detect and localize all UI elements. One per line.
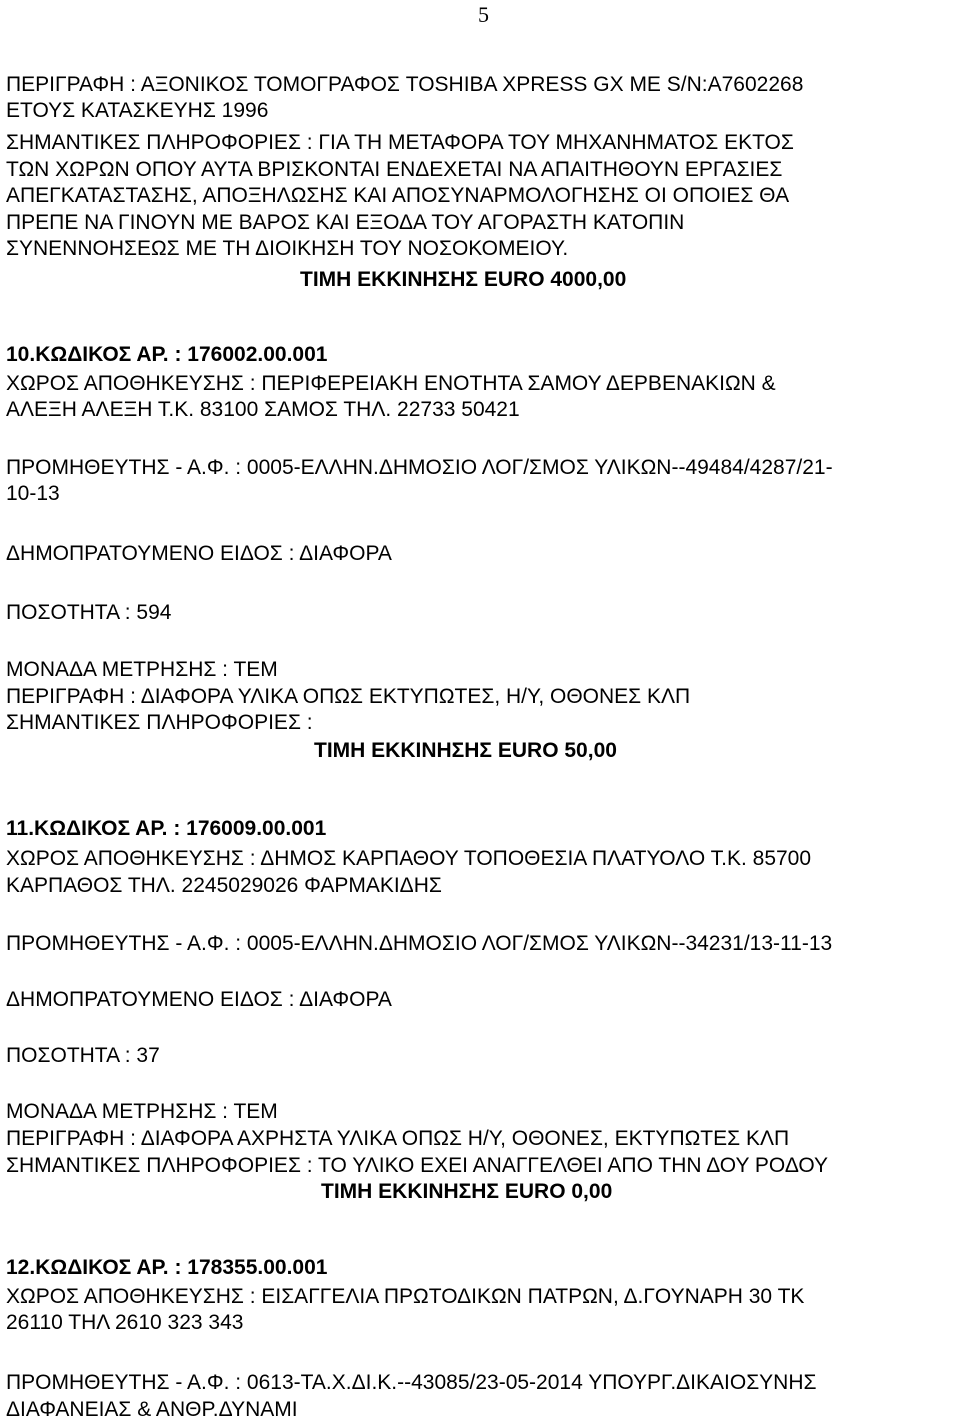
storage-location: ΧΩΡΟΣ ΑΠΟΘΗΚΕΥΣΗΣ : ΕΙΣΑΓΓΕΛΙΑ ΠΡΩΤΟΔΙΚΩΝ ΠΑΤΡΩΝ, Δ.ΓΟΥΝΑΡΗ 30 ΤΚ [6, 1285, 805, 1308]
supplier: ΠΡΟΜΗΘΕΥΤΗΣ - Α.Φ. : 0613-ΤΑ.Χ.ΔΙ.Κ.--43085/23-05-2014 ΥΠΟΥΡΓ.ΔΙΚΑΙΟΣΥΝΗΣ [6, 1371, 817, 1394]
item-code: 12.ΚΩΔΙΚΟΣ ΑΡ. : 178355.00.001 [6, 1256, 328, 1279]
supplier: ΠΡΟΜΗΘΕΥΤΗΣ - Α.Φ. : 0005-ΕΛΛΗΝ.ΔΗΜΟΣΙΟ ΛΟΓ/ΣΜΟΣ ΥΛΙΚΩΝ--34231/13-11-13 [6, 932, 833, 955]
storage-location: 26110 ΤΗΛ 2610 323 343 [6, 1311, 244, 1334]
description-line: ΠΕΡΙΓΡΑΦΗ : ΑΞΟΝΙΚΟΣ ΤΟΜΟΓΡΑΦΟΣ TOSHIBA XPRESS GX ΜΕ S/N:A7602268 [6, 73, 804, 96]
storage-location: ΧΩΡΟΣ ΑΠΟΘΗΚΕΥΣΗΣ : ΔΗΜΟΣ ΚΑΡΠΑΘΟΥ ΤΟΠΟΘΕΣΙΑ ΠΛΑΤΥΟΛΟ Τ.Κ. 85700 [6, 847, 812, 870]
starting-price: ΤΙΜΗ ΕΚΚΙΝΗΣΗΣ EURO 4000,00 [300, 268, 627, 291]
notes-line: ΣΗΜΑΝΤΙΚΕΣ ΠΛΗΡΟΦΟΡΙΕΣ : ΤΟ ΥΛΙΚΟ ΕΧΕΙ ΑΝΑΓΓΕΛΘΕΙ ΑΠΟ ΤΗΝ ΔΟΥ ΡΟΔΟΥ [6, 1154, 829, 1177]
year-line: ΕΤΟΥΣ ΚΑΤΑΣΚΕΥΗΣ 1996 [6, 99, 269, 122]
notes-line: ΠΡΕΠΕ ΝΑ ΓΙΝΟΥΝ ΜΕ ΒΑΡΟΣ ΚΑΙ ΕΞΟΔΑ ΤΟΥ ΑΓΟΡΑΣΤΗ ΚΑΤΟΠΙΝ [6, 211, 685, 234]
item-code: 10.ΚΩΔΙΚΟΣ ΑΡ. : 176002.00.001 [6, 343, 328, 366]
supplier: ΔΙΑΦΑΝΕΙΑΣ & ΑΝΘΡ.ΔΥΝΑΜΙ [6, 1398, 298, 1421]
description-line: ΠΕΡΙΓΡΑΦΗ : ΔΙΑΦΟΡΑ ΑΧΡΗΣΤΑ ΥΛΙΚΑ ΟΠΩΣ Η/Υ, ΟΘΟΝΕΣ, ΕΚΤΥΠΩΤΕΣ ΚΛΠ [6, 1127, 790, 1150]
quantity: ΠΟΣΟΤΗΤΑ : 37 [6, 1044, 160, 1067]
unit-of-measure: ΜΟΝΑΔΑ ΜΕΤΡΗΣΗΣ : ΤΕΜ [6, 658, 278, 681]
storage-location: ΚΑΡΠΑΘΟΣ ΤΗΛ. 2245029026 ΦΑΡΜΑΚΙΔΗΣ [6, 874, 442, 897]
starting-price: ΤΙΜΗ ΕΚΚΙΝΗΣΗΣ EURO 50,00 [314, 739, 617, 762]
unit-of-measure: ΜΟΝΑΔΑ ΜΕΤΡΗΣΗΣ : ΤΕΜ [6, 1100, 278, 1123]
auctioned-item-type: ΔΗΜΟΠΡΑΤΟΥΜΕΝΟ ΕΙΔΟΣ : ΔΙΑΦΟΡΑ [6, 542, 392, 565]
storage-location: ΑΛΕΞΗ ΑΛΕΞΗ Τ.Κ. 83100 ΣΑΜΟΣ ΤΗΛ. 22733 50421 [6, 398, 520, 421]
quantity: ΠΟΣΟΤΗΤΑ : 594 [6, 601, 172, 624]
supplier: ΠΡΟΜΗΘΕΥΤΗΣ - Α.Φ. : 0005-ΕΛΛΗΝ.ΔΗΜΟΣΙΟ ΛΟΓ/ΣΜΟΣ ΥΛΙΚΩΝ--49484/4287/21- [6, 456, 833, 479]
auctioned-item-type: ΔΗΜΟΠΡΑΤΟΥΜΕΝΟ ΕΙΔΟΣ : ΔΙΑΦΟΡΑ [6, 988, 392, 1011]
page-number: 5 [478, 2, 489, 27]
notes-line: ΣΗΜΑΝΤΙΚΕΣ ΠΛΗΡΟΦΟΡΙΕΣ : [6, 711, 313, 734]
notes-line: ΣΗΜΑΝΤΙΚΕΣ ΠΛΗΡΟΦΟΡΙΕΣ : ΓΙΑ ΤΗ ΜΕΤΑΦΟΡΑ ΤΟΥ ΜΗΧΑΝΗΜΑΤΟΣ ΕΚΤΟΣ [6, 131, 794, 154]
starting-price: ΤΙΜΗ ΕΚΚΙΝΗΣΗΣ EURO 0,00 [321, 1180, 613, 1203]
item-code: 11.ΚΩΔΙΚΟΣ ΑΡ. : 176009.00.001 [6, 817, 327, 840]
supplier: 10-13 [6, 482, 60, 505]
notes-line: ΤΩΝ ΧΩΡΩΝ ΟΠΟΥ ΑΥΤΑ ΒΡΙΣΚΟΝΤΑΙ ΕΝΔΕΧΕΤΑΙ ΝΑ ΑΠΑΙΤΗΘΟΥΝ ΕΡΓΑΣΙΕΣ [6, 158, 783, 181]
notes-line: ΑΠΕΓΚΑΤΑΣΤΑΣΗΣ, ΑΠΟΞΗΛΩΣΗΣ ΚΑΙ ΑΠΟΣΥΝΑΡΜΟΛΟΓΗΣΗΣ ΟΙ ΟΠΟΙΕΣ ΘΑ [6, 184, 790, 207]
notes-line: ΣΥΝΕΝΝΟΗΣΕΩΣ ΜΕ ΤΗ ΔΙΟΙΚΗΣΗ ΤΟΥ ΝΟΣΟΚΟΜΕΙΟΥ. [6, 237, 569, 260]
description-line: ΠΕΡΙΓΡΑΦΗ : ΔΙΑΦΟΡΑ ΥΛΙΚΑ ΟΠΩΣ ΕΚΤΥΠΩΤΕΣ, Η/Υ, ΟΘΟΝΕΣ ΚΛΠ [6, 685, 691, 708]
storage-location: ΧΩΡΟΣ ΑΠΟΘΗΚΕΥΣΗΣ : ΠΕΡΙΦΕΡΕΙΑΚΗ ΕΝΟΤΗΤΑ ΣΑΜΟΥ ΔΕΡΒΕΝΑΚΙΩΝ & [6, 372, 776, 395]
